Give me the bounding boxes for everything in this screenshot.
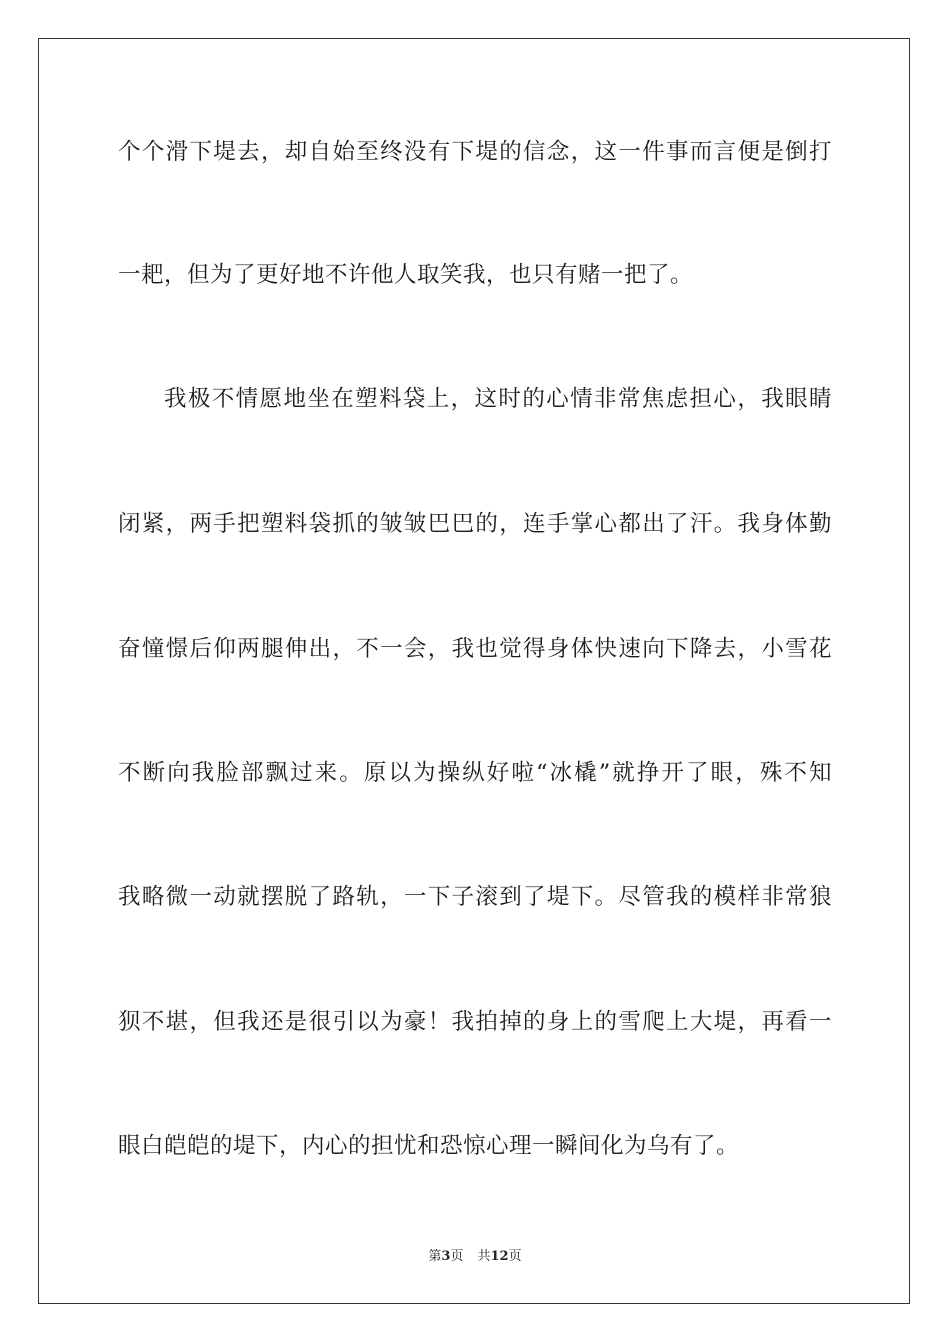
body-text-line-3: 我极不情愿地坐在塑料袋上，这时的心情非常焦虑担心，我眼睛 <box>164 386 832 412</box>
body-text-line-6: 不断向我脸部飘过来。原以为操纵好啦“冰橇”就挣开了眼，殊不知 <box>118 760 832 786</box>
footer-page-suffix: 页 <box>450 1249 464 1264</box>
body-text-line-4: 闭紧，两手把塑料袋抓的皱皱巴巴的，连手掌心都出了汗。我身体勤 <box>118 511 832 537</box>
page-border <box>38 38 910 1304</box>
footer-total-suffix: 页 <box>508 1249 522 1264</box>
page-footer <box>0 1248 950 1266</box>
footer-total-pages: 12 <box>490 1249 509 1264</box>
footer-page-number: 3 <box>441 1249 451 1264</box>
body-text-line-1: 个个滑下堤去，却自始至终没有下堤的信念，这一件事而言便是倒打 <box>118 139 832 165</box>
body-text-line-5: 奋憧憬后仰两腿伸出，不一会，我也觉得身体快速向下降去，小雪花 <box>118 636 832 662</box>
body-text-line-7: 我略微一动就摆脱了路轨，一下子滚到了堤下。尽管我的模样非常狼 <box>118 884 832 910</box>
body-text-line-2: 一耙，但为了更好地不许他人取笑我，也只有赌一把了。 <box>118 262 694 288</box>
body-text-line-8: 狈不堪，但我还是很引以为豪！我拍掉的身上的雪爬上大堤，再看一 <box>118 1009 832 1035</box>
footer-page-prefix: 第 <box>428 1249 442 1264</box>
body-text-line-9: 眼白皑皑的堤下，内心的担忧和恐惊心理一瞬间化为乌有了。 <box>118 1133 740 1159</box>
footer-total-prefix: 共 <box>477 1249 491 1264</box>
